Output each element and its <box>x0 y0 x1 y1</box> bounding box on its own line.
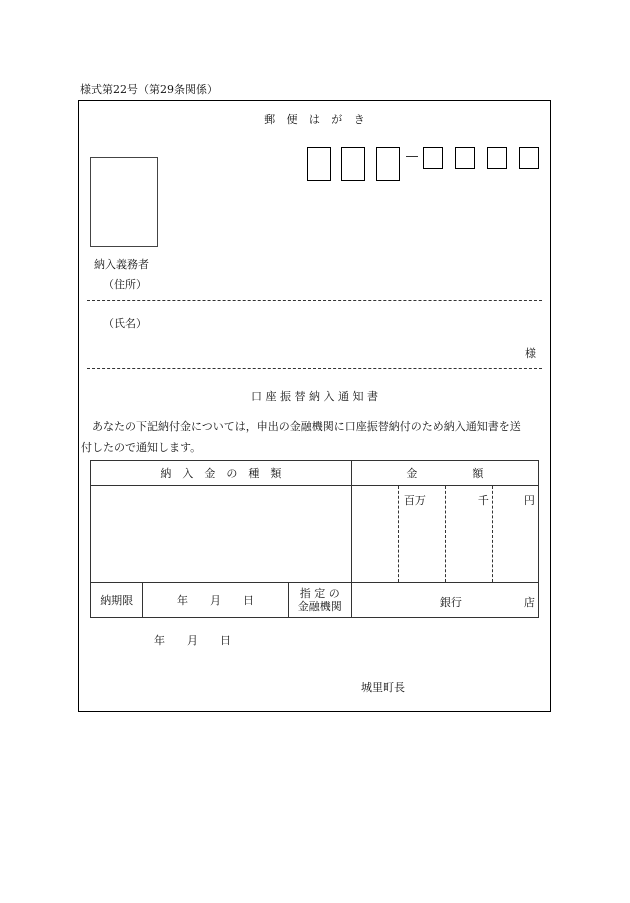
name-label: （氏名） <box>103 317 147 330</box>
institution-label-line: 指 定 の <box>299 587 340 600</box>
bank-label: 銀行 <box>439 596 462 609</box>
notice-title: 口 座 振 替 納 入 通 知 書 <box>251 390 378 403</box>
notice-body-line: あなたの下記納付金については，申出の金融機関に口座振替納付のため納入通知書を送 <box>81 420 521 433</box>
postal-code-box[interactable] <box>341 147 365 181</box>
amount-divider <box>445 486 446 582</box>
institution-label <box>288 583 351 618</box>
deadline-label: 納期限 <box>91 583 143 618</box>
issuer: 城里町長 <box>361 681 405 694</box>
amount-divider <box>492 486 493 582</box>
amount-header: 金 額 <box>351 461 538 486</box>
divider <box>87 300 542 301</box>
address-label: （住所） <box>103 278 147 291</box>
postcard-frame <box>78 100 551 712</box>
unit-million: 百万 <box>403 494 426 507</box>
branch-label: 店 <box>523 596 535 609</box>
postal-code-box[interactable] <box>487 147 507 169</box>
postcard-header: 郵 便 は が き <box>264 113 365 126</box>
postal-code-hyphen <box>406 156 418 157</box>
bank-cell[interactable] <box>351 583 538 618</box>
unit-thousand: 千 <box>477 494 489 507</box>
issue-date: 年 月 日 <box>154 634 231 647</box>
postal-code-box[interactable] <box>376 147 400 181</box>
notice-body-line: 付したので通知します。 <box>81 441 202 454</box>
stamp-box <box>90 157 158 247</box>
notice-body <box>81 416 549 458</box>
amount-divider <box>398 486 399 582</box>
honorific: 様 <box>525 347 536 360</box>
postal-code-box[interactable] <box>519 147 539 169</box>
postal-code-box[interactable] <box>423 147 443 169</box>
kind-cell[interactable] <box>91 486 352 583</box>
divider <box>87 368 542 369</box>
deadline-date[interactable]: 年 月 日 <box>143 583 288 618</box>
postal-code-box[interactable] <box>307 147 331 181</box>
kind-header: 納 入 金 の 種 類 <box>91 461 352 486</box>
amount-table <box>90 460 539 618</box>
unit-yen: 円 <box>523 494 535 507</box>
amount-cell[interactable] <box>351 486 538 583</box>
form-number: 様式第22号（第29条関係） <box>80 83 218 96</box>
institution-label-line: 金融機関 <box>297 600 342 613</box>
payer-label: 納入義務者 <box>94 258 149 271</box>
postal-code-box[interactable] <box>455 147 475 169</box>
